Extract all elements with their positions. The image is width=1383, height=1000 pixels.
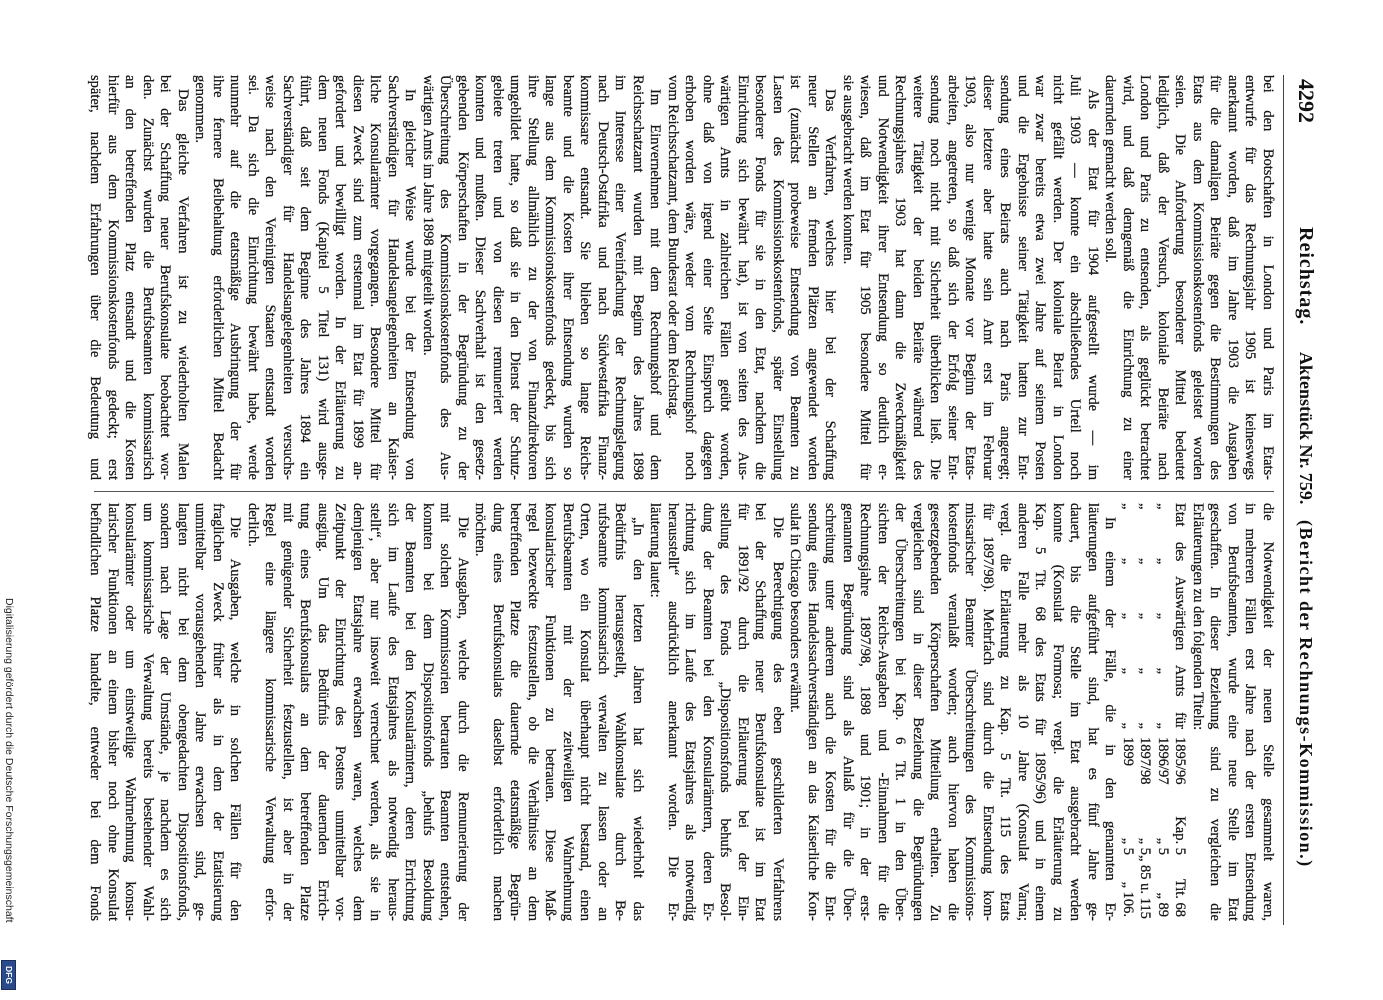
reference-chapter: Kap. 5 — [1172, 816, 1189, 855]
reference-year: 1895/96 — [1172, 737, 1189, 785]
text-line: vergl. die Erläuterung zu Kap. 5 Tit. 115 des Etats — [997, 503, 1014, 921]
text-line: konsularämter oder um einstweilige Wahrnehmung konsu- — [122, 503, 139, 921]
text-line: weitere Tätigkeit der beiden Beiräte während des — [910, 75, 926, 480]
reference-row — [1171, 503, 1189, 921]
reference-table — [1119, 503, 1189, 921]
text-line: sich im Laufe des Etatsjahres als notwendig heraus- — [385, 503, 401, 921]
text-line: tung eines Berufskonsulats an dem betreffenden Platze — [297, 503, 314, 921]
text-line: herausstellt“ ausdrücklich anerkannt worden. Die Er- — [665, 503, 681, 921]
text-line: sichten der Reichs-Ausgaben und -Einnahmen für die — [875, 503, 891, 921]
text-line: der Beamten bei den Konsularämtern, deren Errichtung — [402, 503, 419, 921]
paragraph — [646, 503, 786, 921]
text-line: dung der Beamten bei den Konsularämtern, deren Er- — [700, 503, 716, 921]
text-line: dung eines Berufskonsulats daselbst erforderlich machen — [490, 503, 506, 921]
text-line: vom Reichsschatzamt, dem Bundesrat oder dem Reichstag. — [665, 75, 681, 419]
text-line: seien. Die Anforderung besonderer Mittel bedeutet — [1172, 75, 1189, 480]
text-line: anerkannt worden, daß im Jahre 1903 die Ausgaben — [1225, 75, 1241, 480]
document-number: Aktenstück Nr. 759. — [1296, 352, 1316, 505]
text-line: ihre fernere Beibehaltung erforderlichen Mittel Bedacht — [210, 75, 226, 480]
text-line: genannten Begründung sind als Anlaß für die Über- — [840, 503, 856, 921]
text-line: dem neuen Fonds (Kapitel 5 Titel 131) wird ausge- — [315, 75, 331, 480]
text-column-right — [86, 503, 1276, 921]
text-line: konsularischer Funktionen zu betrauen. Diese Maß- — [542, 503, 559, 921]
text-line: wiesen, daß im Etat für 1905 besondere Mittel für — [857, 75, 874, 480]
header-rule — [1283, 75, 1284, 925]
paragraph — [419, 75, 664, 480]
text-line: nach Deutsch-Ostafrika und nach Südwestafrika Finanz- — [595, 75, 611, 480]
reference-row — [1154, 503, 1172, 921]
text-line: die Notwendigkeit der neuen Stelle gesammelt waren, — [1260, 503, 1276, 921]
digitization-credit-text: Digitalisierung gefördert durch die Deutsche Forschungsgemeinschaft — [3, 598, 15, 923]
reference-label: „ „ „ „ „ — [1120, 503, 1136, 729]
text-line: Sachverständigen für Handelsangelegenheiten an Kaiser- — [385, 75, 401, 480]
text-line: bei der Schaffung neuer Berufskonsulate ist im Etat — [752, 503, 769, 921]
paragraph — [786, 503, 1119, 921]
text-line: läuterungen aufgeführt sind, hat es fünf Jahre ge- — [1085, 503, 1101, 921]
text-line: möchten. — [472, 503, 489, 557]
text-line: besonderer Fonds für sie in den Etat, nachdem die — [752, 75, 769, 480]
text-line: Die Ausgaben, welche in solchen Fällen für den — [227, 517, 244, 921]
text-line: Einrichtung sich bewährt hat), ist von seiten des Aus- — [735, 75, 751, 480]
text-line: Etats aus dem Kommissionskostenfonds geleistet worden — [1190, 75, 1206, 480]
paragraph — [191, 75, 419, 480]
text-line: In gleicher Weise wurde bei der Entsendung von — [402, 89, 419, 480]
text-line: ohne daß von irgend einer Seite Einspruch dagegen — [700, 75, 716, 480]
text-line: unmittelbar vorausgehenden Jahre erwachsen sind, ge- — [192, 503, 209, 921]
reference-row — [1119, 503, 1137, 921]
text-line: derlich. — [245, 503, 261, 547]
reference-year: 1896/97 — [1155, 737, 1171, 785]
text-line: fraglichen Zweck früher als in dem der Etatisierung — [210, 503, 226, 921]
text-line: „In den letzten Jahren hat sich wiederholt das — [630, 517, 646, 921]
text-line: missarischer Beamter Überschreitungen des Kommissions- — [962, 503, 979, 921]
text-line: Im Einvernehmen mit dem Rechnungshof und dem — [647, 89, 664, 480]
reference-label: Etat des Auswärtigen Amts für — [1172, 503, 1189, 729]
text-line: Regel eine längere kommissarische Verwaltung erfor- — [262, 503, 279, 921]
text-line: Das Verfahren, welches hier bei der Schaffung — [822, 89, 839, 480]
text-line: vergleichen sind in dieser Beziehung die Begründungen — [910, 503, 926, 921]
reference-title: „ 106. — [1120, 881, 1136, 917]
text-line: an den betreffenden Platz entsandt und die Kosten — [122, 75, 139, 480]
text-line: ist (zunächst probeweise Entsendung von Beamten zu — [787, 75, 804, 480]
reference-year: 1897/98 — [1137, 737, 1154, 785]
text-line: diesen Zweck sind zum erstenmal im Etat für 1899 an- — [350, 75, 366, 480]
text-line: Bedürfnis herausgestellt, Wahlkonsulate durch Be- — [612, 503, 629, 921]
paragraph — [664, 75, 839, 480]
text-line: Das gleiche Verfahren ist zu wiederholten Malen — [175, 89, 191, 480]
text-line: dauert, bis die Stelle im Etat ausgebracht werden — [1067, 503, 1084, 921]
text-line: stellt“, aber nur insoweit verrechnet werden, als sie in — [367, 503, 384, 921]
text-line: geschaffen. In dieser Beziehung sind zu vergleichen die — [1207, 503, 1224, 921]
paragraph — [471, 503, 646, 921]
reference-row — [1136, 503, 1154, 921]
text-line: demjenigen Etatsjahre erwachsen waren, welches dem — [350, 503, 366, 921]
text-line: entwurfe für das Rechnungsjahr 1905 ist keineswegs — [1242, 75, 1259, 480]
text-line: larischer Funktionen an einem bisher noch ohne Konsulat — [105, 503, 121, 921]
text-line: erhoben worden wäre, weder vom Rechnungshof noch — [682, 75, 699, 480]
text-line: läuterung lautet: — [647, 503, 664, 598]
text-line: sendung noch nicht mit Sicherheit überblicken ließ. Die — [927, 75, 944, 480]
text-line: konnten bei dem Dispositionsfonds „behufs Besoldung — [420, 503, 436, 921]
text-line: sei. Da sich die Einrichtung bewährt habe, werde — [245, 75, 261, 480]
reference-title: Tit. 68 — [1172, 878, 1189, 917]
text-line: Erläuterungen zu den folgenden Titeln: — [1190, 503, 1206, 731]
text-line: dauernden gemacht werden soll. — [1102, 75, 1119, 263]
page-number: 4292 — [1294, 79, 1319, 123]
paragraph — [86, 75, 191, 480]
text-line: bei den Botschaften in London und Paris im Etats- — [1260, 75, 1276, 480]
reference-chapter: „ 5 — [1120, 837, 1136, 855]
text-line: ihre Stellung allmählich zu der von Finanzdirektoren — [525, 75, 541, 480]
text-line: führt, daß seit dem Beginne des Jahres 1894 ein — [297, 75, 314, 480]
text-line: betreffenden Platze die dauernde etatsmäßige Begrün- — [507, 503, 524, 921]
text-line: 1903, also nur wenige Monate vor Beginn der Etats- — [962, 75, 979, 480]
text-line: langten nicht bei dem obengedachten Dispositionsfonds, — [175, 503, 191, 921]
text-line: kommissare entsandt. Sie blieben so lange Reichs- — [577, 75, 594, 480]
paragraph — [839, 75, 1102, 480]
text-line: gesetzgebenden Körperschaften Mitteilung erhalten. Zu — [927, 503, 944, 921]
text-line: den. Zunächst wurden die Berufsbeamten kommissarisch — [140, 75, 156, 480]
text-line: neuer Stellen an fremden Plätzen angewendet worden — [805, 75, 821, 480]
text-line: nicht gefällt werden. Der koloniale Beirat in London — [1050, 75, 1066, 480]
text-line: sendung eines Handelssachverständigen an das Kaiserliche Kon- — [805, 503, 821, 921]
text-line: weise nach den Vereinigten Staaten entsandt worden — [262, 75, 279, 480]
text-line: und die Ergebnisse seiner Tätigkeit hatten zur Ent- — [1015, 75, 1031, 480]
text-line: richtung sich im Laufe des Etatsjahres als notwendig — [682, 503, 699, 921]
paragraph — [244, 503, 472, 921]
text-line: genommen. — [192, 75, 209, 144]
text-line: In einem der Fälle, die in den genannten Er- — [1102, 517, 1119, 921]
text-line: lediglich, daß der Versuch, koloniale Beiräte nach — [1155, 75, 1171, 480]
text-line: rufsbeamte kommissarisch verwalten zu lassen oder an — [595, 503, 611, 921]
text-line: für die damaligen Beiräte gegen die Bestimmungen des — [1207, 75, 1224, 480]
text-line: für 1897/98). Mehrfach sind durch die Entsendung kom- — [980, 503, 996, 921]
text-line: wärtigen Amts in zahlreichen Fällen geübt worden, — [717, 75, 734, 480]
text-line: befindlichen Platze handelte, entweder bei dem Fonds — [87, 503, 104, 921]
text-line: sondern nach Lage der Umstände, je nachdem es sich — [157, 503, 174, 921]
text-line: Kap. 5 Tit. 68 des Etats für 1895/96) und in einem — [1032, 503, 1049, 921]
text-line: lange aus dem Kommissionskostenfonds gedeckt, bis sich — [542, 75, 559, 480]
reference-title: „ 89 — [1155, 892, 1171, 917]
paragraph — [1101, 75, 1276, 480]
text-line: konnten und mußten. Dieser Sachverhalt ist den gesetz- — [472, 75, 489, 480]
text-line: Reichsschatzamt wurden mit Beginn des Jahres 1898 — [630, 75, 646, 480]
text-line: Rechnungsjahres 1903 hat dann die Zweckmäßigkeit — [892, 75, 909, 480]
text-line: und Notwendigkeit ihrer Entsendung so deutlich er- — [875, 75, 891, 480]
document-subtitle: (Bericht der Rechnungs-Kommission.) — [1296, 520, 1316, 868]
text-line: mit solchen Kommissorien betrauten Beamten entstehen, — [437, 503, 454, 921]
text-line: in mehreren Fällen erst Jahre nach der ersten Entsendung — [1242, 503, 1259, 921]
text-line: gebenden Körperschaften in der Begründung zu der — [455, 75, 471, 480]
paragraph — [86, 503, 244, 921]
text-line: um kommissarische Verwaltung bereits bestehender Wahl- — [140, 503, 156, 921]
text-line: schreitung unter anderem auch die Kosten für die Ent- — [822, 503, 839, 921]
reference-title: „ 85 u. 115 — [1137, 855, 1154, 919]
digitization-credit — [1, 598, 17, 994]
text-line: wärtigen Amts im Jahre 1898 mitgeteilt worden. — [420, 75, 436, 356]
text-line: gefordert und bewilligt worden. In der Erläuterung zu — [332, 75, 349, 480]
reference-year: 1899 — [1120, 737, 1136, 766]
text-line: konnte (Konsulat Formosa; vergl. die Erläuterung zu — [1050, 503, 1066, 921]
text-line: Die Ausgaben, welche durch die Remunerierung der — [455, 517, 471, 921]
text-line: Berufsbeamten mit der zeitweiligen Wahrnehmung — [560, 503, 576, 921]
text-line: kostenfonds veranlaßt worden; auch hiervon haben die — [945, 503, 961, 921]
text-line: Lasten des Kommissionskostenfonds, später Einstellung — [770, 75, 786, 480]
text-line: mit genügender Sicherheit festzustellen, ist aber in der — [280, 503, 296, 921]
text-line: im Interesse einer Vereinfachung der Rechnungslegung — [612, 75, 629, 480]
text-line: bei der Schaffung neuer Berufskonsulate beobachtet wor- — [157, 75, 174, 480]
text-line: Überschreitung des Kommissionskostenfonds des Aus- — [437, 75, 454, 480]
text-line: Orten, wo ein Konsulat überhaupt nicht bestand, einen — [577, 503, 594, 921]
text-line: hierfür aus dem Kommissionskostenfonds gedeckt; erst — [105, 75, 121, 480]
text-line: Als der Etat für 1904 aufgestellt wurde — im — [1085, 89, 1101, 480]
text-line: von Berufsbeamten, wurde eine neue Stelle im Etat — [1225, 503, 1241, 921]
text-line: Juli 1903 — konnte ein abschließendes Urteil noch — [1067, 75, 1084, 480]
reference-chapter: „ 5 — [1137, 837, 1154, 855]
text-line: dieser letztere aber hatte sein Amt erst im Februar — [980, 75, 996, 480]
text-line: liche Konsularämter vorgegangen. Besondere Mittel für — [367, 75, 384, 480]
text-line: gebiete treten und von diesen remuneriert werden — [490, 75, 506, 480]
text-line: London und Paris zu entsenden, als geglückt betrachtet — [1137, 75, 1154, 480]
text-line: sulat in Chicago besonders erwähnt. — [787, 503, 804, 713]
text-line: für 1891/92 durch die Erläuterung bei der Ein- — [735, 503, 751, 921]
dfg-logo: DFG — [2, 960, 17, 990]
text-line: war zwar bereits etwa zwei Jahre auf seinem Posten — [1032, 75, 1049, 480]
reference-label: „ „ „ „ „ — [1155, 503, 1171, 729]
text-line: arbeiten, angetreten, so daß sich der Erfolg seiner Ent- — [945, 75, 961, 480]
text-line: stellung des Fonds „Dispositionsfonds behufs Besol- — [717, 503, 734, 921]
reference-label: „ „ „ „ „ — [1137, 503, 1154, 729]
reference-chapter: „ 5 — [1155, 837, 1171, 855]
text-line: der Überschreitungen bei Kap. 6 Tit. 1 in den Über- — [892, 503, 909, 921]
text-line: sie ausgebracht werden konnten. — [840, 75, 856, 265]
paragraph — [1189, 503, 1277, 921]
text-line: sendung eines Beirats auch nach Paris angeregt; — [997, 75, 1014, 480]
text-line: nunmehr auf die etatsmäßige Ausbringung der für — [227, 75, 244, 480]
text-line: wird, und daß demgemäß die Einrichtung zu einer — [1120, 75, 1136, 480]
text-line: regel bezweckte festzustellen, ob die Verhältnisse an dem — [525, 503, 541, 921]
text-line: anderen Falle mehr als 10 Jahre (Konsulat Varna; — [1015, 503, 1031, 921]
text-line: Zeitpunkt der Einrichtung des Postens unmittelbar vor- — [332, 503, 349, 921]
text-line: umgebildet hatte, so daß sie in den Dienst der Schutz- — [507, 75, 524, 480]
text-line: beamte und die Kosten ihrer Entsendung wurden so — [560, 75, 576, 480]
text-line: Sachverständiger für Handelsangelegenheiten versuchs- — [280, 75, 296, 480]
text-line: ausging. Um das Bedürfnis der dauernden Errich- — [315, 503, 331, 921]
scanned-page — [80, 75, 1330, 925]
running-head-section: Reichstag. — [1295, 227, 1317, 326]
text-column-left — [86, 75, 1276, 480]
column-divider — [94, 491, 1274, 492]
text-line: Rechnungsjahre 1897/98, 1898 und 1901; in der erst- — [857, 503, 874, 921]
text-line: später, nachdem Erfahrungen über die Bedeutung und — [87, 75, 104, 480]
text-line: Die Berechtigung des eben geschilderten Verfahrens — [770, 517, 786, 921]
